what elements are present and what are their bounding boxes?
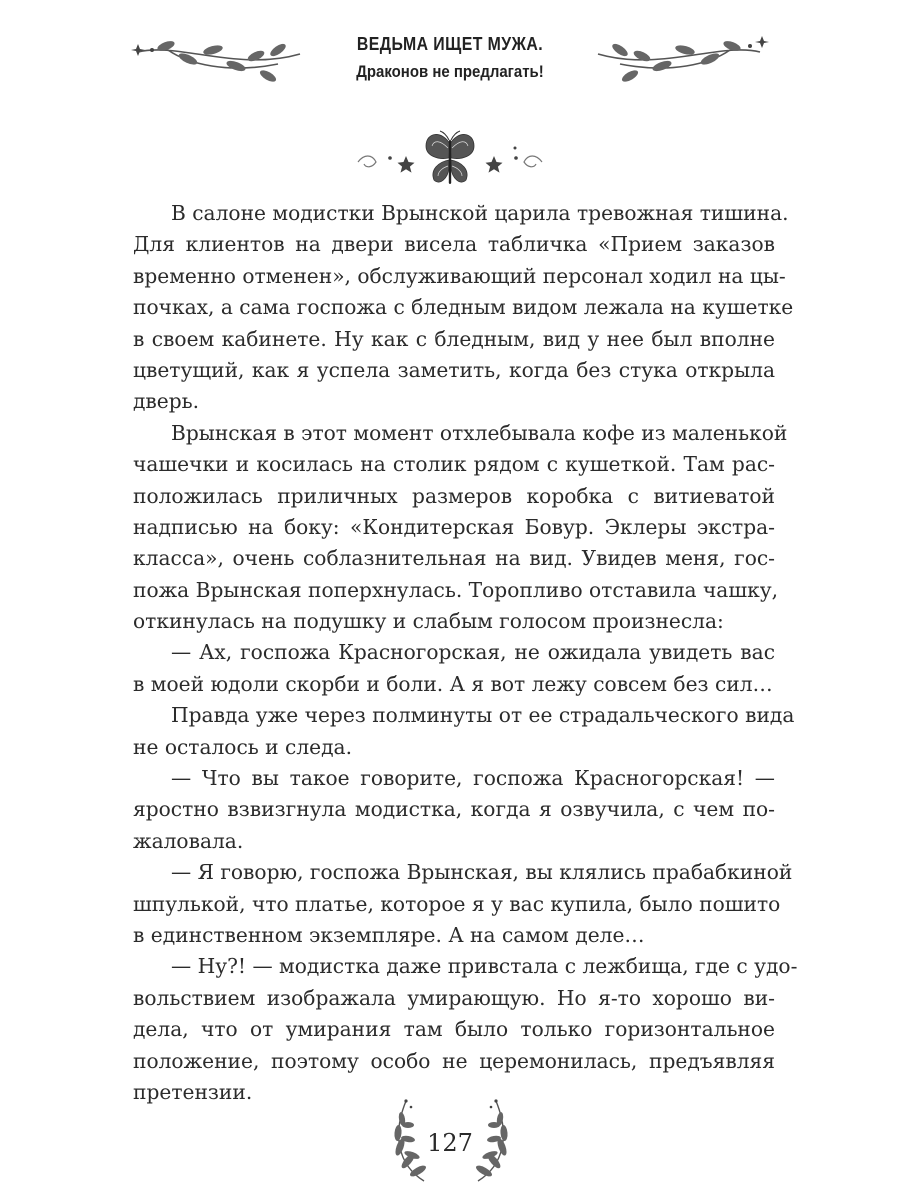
text-line: в единственном экземпляре. А на самом деле… [133, 922, 645, 947]
text-line: вольствием изображала умирающую. Но я-то хорошо ви- [133, 985, 775, 1010]
butterfly-icon [350, 128, 550, 192]
text-line: Врынская в этот момент отхлебывала кофе из маленькой [171, 420, 788, 445]
text-line: В салоне модистки Врынской царила тревожная тишина. [171, 201, 789, 225]
text-line: Для клиентов на двери висела табличка «Прием заказов [133, 232, 775, 257]
text-line: цветущий, как я успела заметить, когда без стука открыла [133, 357, 775, 382]
page-number: 127 [427, 1129, 473, 1157]
laurel-branch-icon [466, 1095, 518, 1185]
text-line: чашечки и косилась на столик рядом с кушеткой. Там рас- [133, 452, 775, 477]
text-line: положилась приличных размеров коробка с витиеватой [133, 483, 775, 508]
text-line: — Я говорю, госпожа Врынская, вы клялись прабабкиной [171, 860, 793, 885]
text-line: — Ах, госпожа Красногорская, не ожидала увидеть вас [171, 640, 775, 665]
text-line: пожа Врынская поперхнулась. Торопливо отставила чашку, [133, 577, 779, 602]
text-line: не осталось и следа. [133, 734, 353, 759]
text-line: претензии. [133, 1079, 253, 1104]
book-subtitle: Драконов не предлагать! [356, 62, 544, 81]
text-line: положение, поэтому особо не церемонилась, предъявляя [133, 1048, 775, 1073]
text-line: — Что вы такое говорите, госпожа Красногорская! — [171, 766, 775, 791]
book-title: ВЕДЬМА ИЩЕТ МУЖА. [356, 34, 544, 54]
text-line: дела, что от умирания там было только горизонтальное [133, 1017, 775, 1042]
text-line: жаловала. [133, 828, 244, 853]
body-text [133, 198, 798, 1108]
text-line: класса», очень соблазнительная на вид. Увидев меня, гос- [133, 546, 775, 571]
floral-vine-icon [590, 24, 770, 94]
text-line: дверь. [133, 389, 200, 414]
running-header [0, 18, 900, 98]
text-line: надписью на боку: «Кондитерская Бовур. Эклеры экстра- [133, 514, 775, 539]
text-line: шпулькой, что платье, которое я у вас купила, было пошито [133, 891, 781, 916]
text-line: в своем кабинете. Ну как с бледным, вид у нее был вполне [133, 326, 775, 351]
text-line: в моей юдоли скорби и боли. А я вот лежу совсем без сил… [133, 671, 773, 696]
text-line: Правда уже через полминуты от ее страдальческого вида [171, 703, 795, 728]
text-line: — Ну?! — модистка даже привстала с лежбища, где с удо- [171, 954, 798, 979]
floral-vine-icon [128, 24, 308, 94]
text-line: временно отменен», обслуживающий персонал ходил на цы- [133, 263, 786, 288]
page-footer [0, 1095, 900, 1185]
text-line: почках, а сама госпожа с бледным видом лежала на кушетке [133, 295, 794, 320]
text-line: откинулась на подушку и слабым голосом произнесла: [133, 609, 724, 634]
text-line: яростно взвизгнула модистка, когда я озвучила, с чем по- [133, 797, 775, 822]
